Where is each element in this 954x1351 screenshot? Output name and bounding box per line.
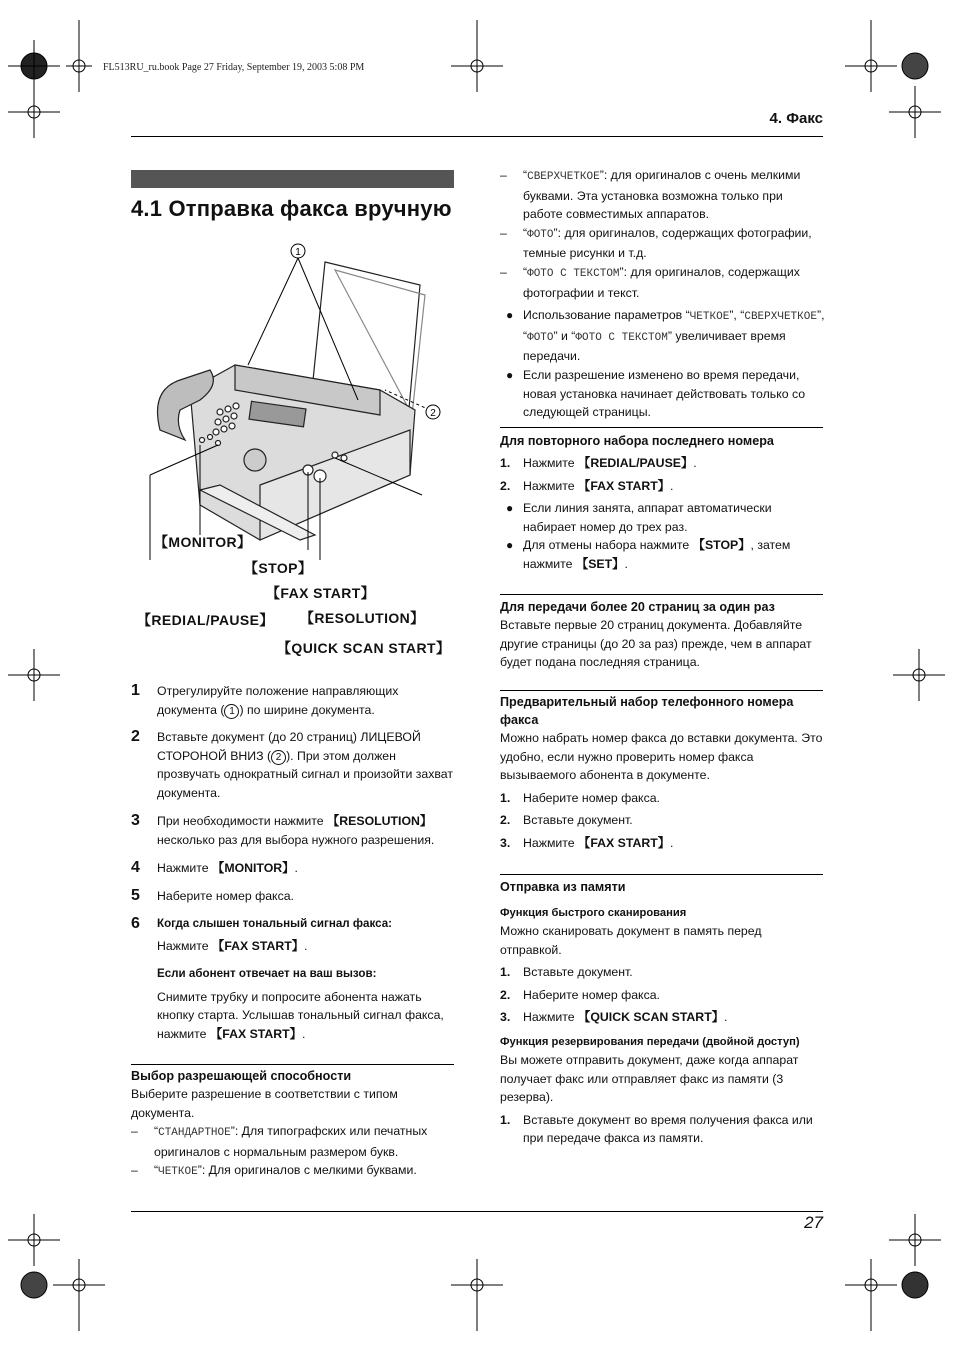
redial-section: Для повторного набора последнего номера 1. Нажмите 【REDIAL/PAUSE】. 2. Нажмите 【FAX START】. ● Если линия занята, аппарат автоматически набирает номер до трех раз. ● Для отмены набора нажмите 【STOP】, затем нажмите 【SET】. [500, 432, 825, 574]
resolution-item-fine: – “ЧЕТКОЕ”: Для оригиналов с мелкими буквами. [131, 1163, 417, 1179]
predial-section: Предварительный набор телефонного номера факса Можно набрать номер факса до вставки документа. Это удобно, если нужно проверить номер факса вызываемого абонента в документе. 1. Наберите номер факса. 2. Вставьте документ. 3. Нажмите 【FAX START】. [500, 693, 825, 857]
figure-marker-1: 1 [295, 247, 301, 258]
redial-rule [500, 427, 823, 428]
page-title: 4.1 Отправка факса вручную [131, 196, 452, 221]
memory-section: Отправка из памяти Функция быстрого сканирования Можно сканировать документ в память перед отправкой. 1. Вставьте документ. 2. Наберите номер факса. 3. Нажмите 【QUICK SCAN START】. Функция резервирования передачи (двойной доступ) Вы можете отправить документ, даже когда аппарат получает факс или отправляет факс из памяти (3 резерва). 1. Вставьте документ во время получения факса или при передаче факса из памяти. [500, 878, 825, 1152]
resolution-item-standard: – “СТАНДАРТНОЕ”: Для типографских или печатных оригиналов с нормальным размером букв. [131, 1124, 428, 1159]
predial-rule [500, 690, 823, 691]
page-number: 27 [804, 1213, 823, 1232]
resolution-item-photo-text: – “ФОТО С ТЕКСТОМ”: для оригиналов, содержащих фотографии и текст. [500, 264, 800, 300]
memory-rule [500, 874, 823, 875]
over20-section: Для передачи более 20 страниц за один раз Вставьте первые 20 страниц документа. Добавляйте другие страницы (до 20 за раз) прежде, чем в аппарат будет подана последняя страница. [500, 598, 825, 672]
fax-machine-illustration [140, 240, 460, 560]
step-1: 1 Отрегулируйте положение направляющих документа ( 1 ) по ширине документа. [131, 682, 399, 717]
header-rule [131, 136, 823, 137]
label-fax-start: 【FAX START】 [266, 585, 376, 601]
chapter-header: 4. Факс [769, 110, 823, 127]
resolution-rule [131, 1064, 454, 1065]
label-resolution: 【RESOLUTION】 [300, 610, 425, 626]
redial-heading: Для повторного набора последнего номера [500, 434, 774, 448]
book-meta-line: FL513RU_ru.book Page 27 Friday, September 19, 2003 5:08 PM [103, 62, 365, 73]
label-redial-pause: 【REDIAL/PAUSE】 [137, 612, 274, 628]
resolution-bullet-time: ● Использование параметров “ЧЕТКОЕ”, “СВЕРХЧЕТКОЕ”, “ФОТО” и “ФОТО С ТЕКСТОМ” увеличивает время передачи. [506, 308, 825, 364]
label-stop: 【STOP】 [244, 560, 313, 576]
step-6: 6 Когда слышен тональный сигнал факса: Нажмите 【FAX START】. Если абонент отвечает на ваш вызов: Снимите трубку и попросите абонента нажать кнопку старта. Услышав тональный сигнал факса, нажмите 【FAX START】. [131, 915, 461, 1043]
resolution-item-superfine: – “СВЕРХЧЕТКОЕ”: для оригиналов с очень мелкими буквами. Эта установка возможна только при работе совместимых аппаратов. [500, 168, 801, 222]
step-6-alt-text: Снимите трубку и попросите абонента нажать кнопку старта. Услышав тональный сигнал факса, нажмите 【FAX START】. [157, 989, 444, 1041]
figure-marker-2: 2 [430, 408, 436, 419]
over20-rule [500, 594, 823, 595]
step-3: 3 При необходимости нажмите 【RESOLUTION】 несколько раз для выбора нужного разрешения. [131, 812, 435, 847]
label-quick-scan-start: 【QUICK SCAN START】 [277, 640, 451, 656]
label-monitor: 【MONITOR】 [154, 534, 252, 550]
memory-heading: Отправка из памяти [500, 880, 626, 894]
quick-scan-heading: Функция быстрого сканирования [500, 907, 687, 919]
step-4: 4 Нажмите 【MONITOR】. [131, 859, 298, 876]
resolution-item-photo: – “ФОТО”: для оригиналов, содержащих фотографии, темные рисунки и т.д. [500, 225, 812, 261]
steps-list [131, 682, 461, 1062]
section-bar [131, 170, 454, 188]
over20-heading: Для передачи более 20 страниц за один раз [500, 600, 775, 614]
resolution-heading: Выбор разрешающей способности [131, 1069, 352, 1083]
resolution-section: Выбор разрешающей способности Выберите разрешение в соответствии с типом документа. – “СТАНДАРТНОЕ”: Для типографских или печатных оригиналов с нормальным размером букв. – “ЧЕТКОЕ”: Для оригиналов с мелкими буквами. [131, 1067, 456, 1182]
resolution-section-cont [500, 166, 825, 422]
step-5: 5 Наберите номер факса. [131, 887, 294, 904]
step-6-alt-heading: Если абонент отвечает на ваш вызов: [157, 966, 377, 980]
predial-heading: Предварительный набор телефонного номера факса [500, 695, 794, 727]
resolution-bullet-change: ● Если разрешение изменено во время передачи, новая установка начинает действовать только со следующей страницы. [506, 367, 806, 420]
footer-rule [131, 1211, 823, 1212]
step-2: 2 Вставьте документ (до 20 страниц) ЛИЦЕВОЙ СТОРОНОЙ ВНИЗ ( 2 ). При этом должен прозвучать однократный сигнал и произойти захват документа. [131, 728, 453, 800]
dual-access-heading: Функция резервирования передачи (двойной доступ) [500, 1035, 800, 1048]
